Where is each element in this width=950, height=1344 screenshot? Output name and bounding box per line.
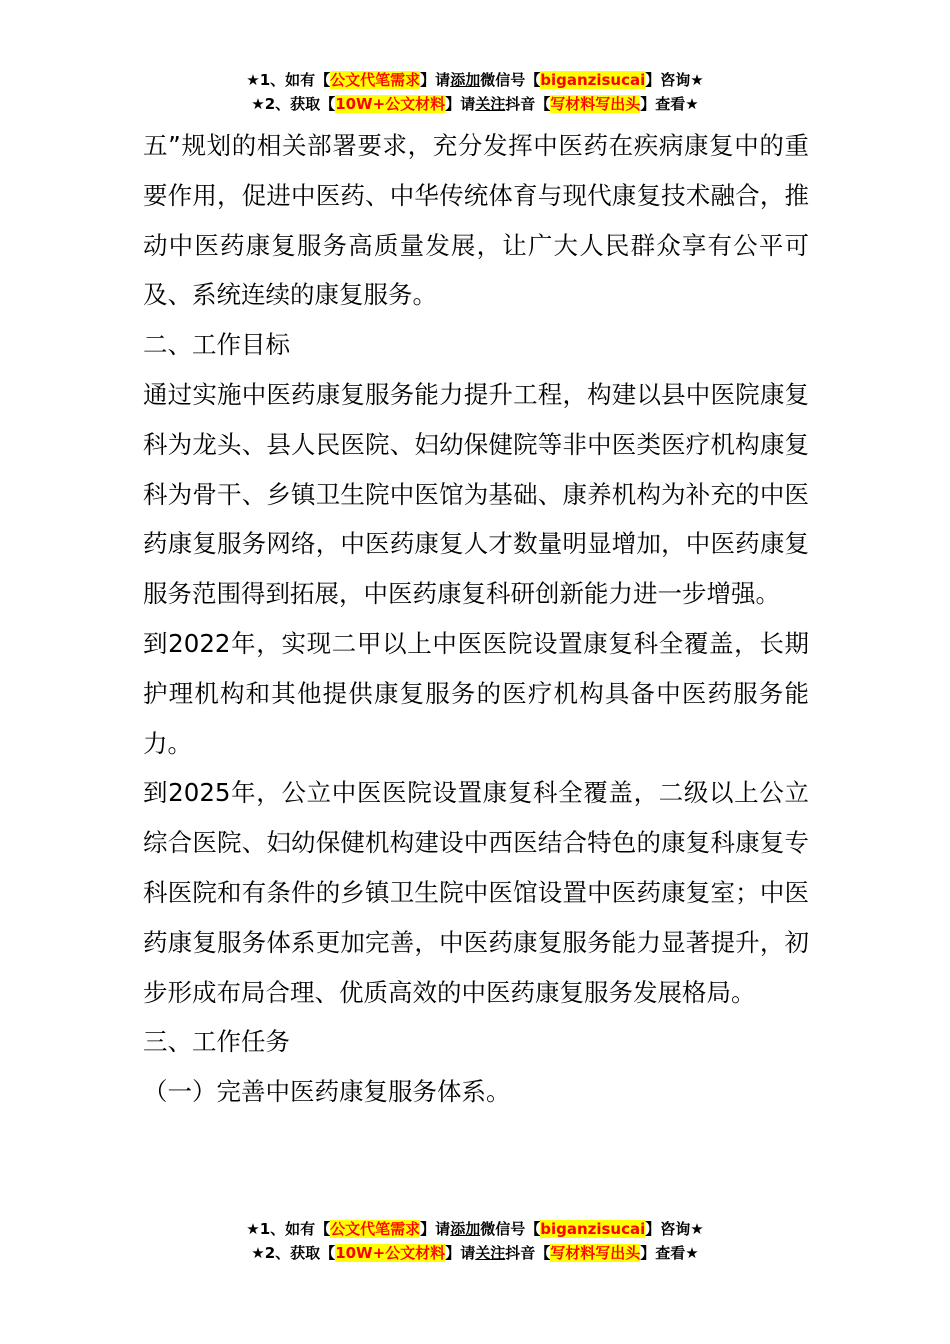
banner-text: 】咨询★ bbox=[645, 1220, 704, 1238]
banner-text: ★2、获取【 bbox=[251, 1244, 336, 1262]
banner-text: 抖音【 bbox=[505, 95, 551, 113]
document-body bbox=[143, 121, 809, 1117]
banner-text: 微信号【 bbox=[480, 1220, 541, 1238]
paragraph: 到2022年，实现二甲以上中医医院设置康复科全覆盖，长期护理机构和其他提供康复服务的医疗机构具备中医药服务能力。 bbox=[143, 628, 809, 758]
banner-text: 】请 bbox=[445, 95, 476, 113]
banner-highlight: 写材料写出头 bbox=[550, 1244, 641, 1262]
banner-highlight: 10W+公文材料 bbox=[335, 1244, 446, 1262]
banner-underline: 添加 bbox=[450, 71, 481, 89]
footer-banner bbox=[0, 1217, 950, 1265]
banner-highlight: biganzisucai bbox=[540, 1220, 646, 1238]
banner-highlight: 10W+公文材料 bbox=[335, 95, 446, 113]
banner-text: 】请 bbox=[420, 71, 451, 89]
banner-text: 】请 bbox=[420, 1220, 451, 1238]
banner-text: 微信号【 bbox=[480, 71, 541, 89]
banner-text: ★1、如有【 bbox=[246, 71, 331, 89]
section-heading: 三、工作任务 bbox=[143, 1027, 290, 1057]
banner-text: 】查看★ bbox=[640, 95, 699, 113]
banner-line-2 bbox=[0, 1241, 950, 1265]
banner-text: 抖音【 bbox=[505, 1244, 551, 1262]
banner-text: 】查看★ bbox=[640, 1244, 699, 1262]
banner-text: ★2、获取【 bbox=[251, 95, 336, 113]
banner-highlight: 公文代笔需求 bbox=[330, 71, 421, 89]
banner-line-2 bbox=[0, 92, 950, 116]
banner-underline: 关注 bbox=[475, 1244, 506, 1262]
banner-text: 】咨询★ bbox=[645, 71, 704, 89]
banner-highlight: biganzisucai bbox=[540, 71, 646, 89]
banner-line-1 bbox=[0, 1217, 950, 1241]
banner-highlight: 写材料写出头 bbox=[550, 95, 641, 113]
paragraph: 通过实施中医药康复服务能力提升工程，构建以县中医院康复科为龙头、县人民医院、妇幼保健院等非中医类医疗机构康复科为骨干、乡镇卫生院中医馆为基础、康养机构为补充的中医药康复服务网络，中医药康复人才数量明显增加，中医药康复服务范围得到拓展，中医药康复科研创新能力进一步增强。 bbox=[143, 379, 809, 609]
banner-highlight: 公文代笔需求 bbox=[330, 1220, 421, 1238]
banner-underline: 关注 bbox=[475, 95, 506, 113]
banner-underline: 添加 bbox=[450, 1220, 481, 1238]
section-heading: 二、工作目标 bbox=[143, 330, 290, 360]
banner-text: ★1、如有【 bbox=[246, 1220, 331, 1238]
banner-text: 】请 bbox=[445, 1244, 476, 1262]
header-banner bbox=[0, 68, 950, 116]
banner-line-1 bbox=[0, 68, 950, 92]
subsection-heading: （一）完善中医药康复服务体系。 bbox=[143, 1077, 511, 1107]
paragraph: 五”规划的相关部署要求，充分发挥中医药在疾病康复中的重要作用，促进中医药、中华传统体育与现代康复技术融合，推动中医药康复服务高质量发展，让广大人民群众享有公平可及、系统连续的康复服务。 bbox=[143, 131, 809, 310]
paragraph: 到2025年，公立中医医院设置康复科全覆盖，二级以上公立综合医院、妇幼保健机构建设中西医结合特色的康复科康复专科医院和有条件的乡镇卫生院中医馆设置中医药康复室；中医药康复服务体系更加完善，中医药康复服务能力显著提升，初步形成布局合理、优质高效的中医药康复服务发展格局。 bbox=[143, 778, 809, 1007]
